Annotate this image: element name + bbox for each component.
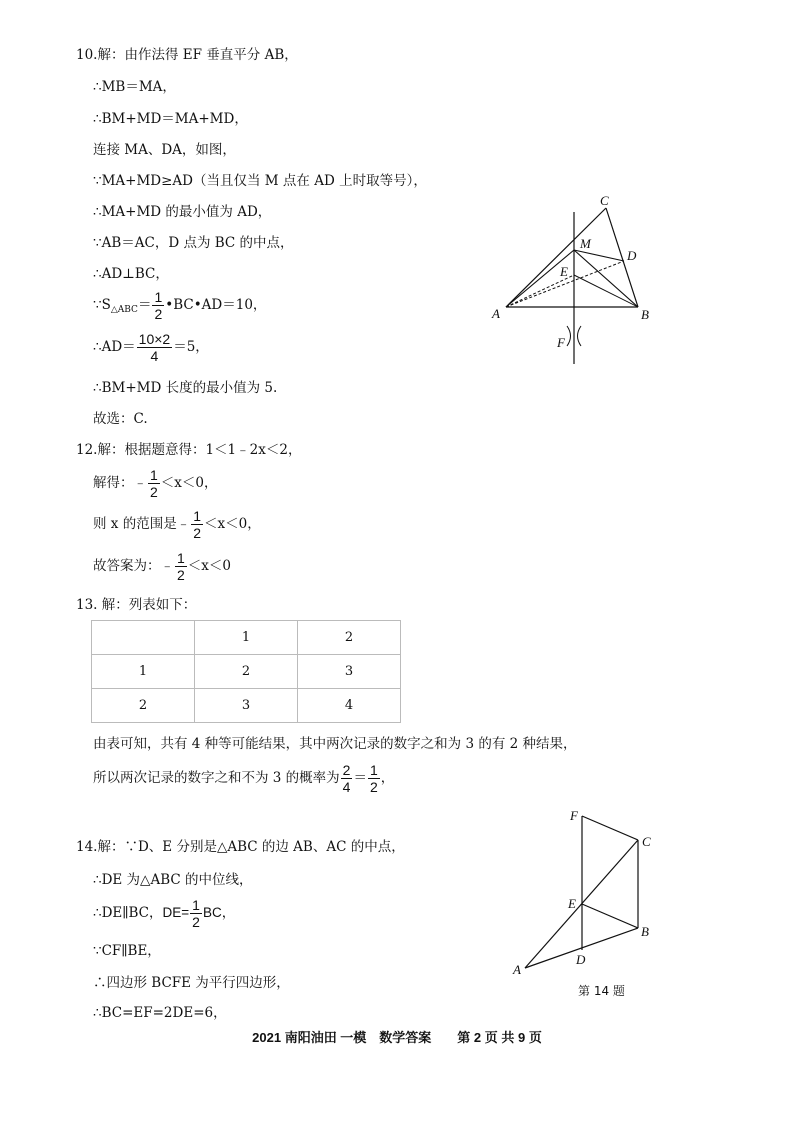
q12-line-4 <box>93 548 231 584</box>
fraction-denominator: 2 <box>192 914 200 930</box>
equals-sign: ＝ <box>137 297 152 313</box>
bc-suffix: BC， <box>202 905 236 920</box>
arc-mark-2 <box>578 326 582 346</box>
fraction-denominator: 4 <box>150 348 159 364</box>
q14-line-3 <box>93 895 235 931</box>
table-cell: 2 <box>195 655 298 689</box>
fraction-denominator: 2 <box>193 525 201 541</box>
label-d: D <box>576 952 586 967</box>
label-a: A <box>513 962 521 977</box>
solution-prefix: 解得：﹣ <box>93 475 147 491</box>
table-row <box>92 689 401 723</box>
range-rest: ＜x＜0， <box>204 516 261 532</box>
equals-sign: ＝ <box>353 770 367 786</box>
fraction-denominator: 2 <box>177 567 185 583</box>
q12-line-3 <box>93 506 261 542</box>
label-b: B <box>641 307 649 322</box>
q13-line-2: 由表可知，共有 4 种等可能结果，其中两次记录的数字之和为 3 的有 2 种结果， <box>93 736 577 752</box>
segment-ac <box>506 208 606 307</box>
label-a: A <box>492 306 500 321</box>
table-cell: 2 <box>298 621 401 655</box>
figure-q10 <box>488 190 668 370</box>
q10-line-1: 10.解：由作法得 EF 垂直平分 AB， <box>76 47 298 63</box>
fraction-numerator: 1 <box>150 467 158 483</box>
fraction-half <box>368 763 380 794</box>
q10-line-11: ∴BM+MD 长度的最小值为 5. <box>93 380 278 396</box>
label-c: C <box>600 193 609 208</box>
fraction-numerator: 1 <box>193 508 201 524</box>
q12-line-2 <box>93 465 218 501</box>
table-cell: 3 <box>195 689 298 723</box>
fraction-numerator: 1 <box>369 762 378 778</box>
area-subscript: △ABC <box>110 305 138 315</box>
fraction-half <box>191 509 203 540</box>
probability-suffix: ， <box>380 770 395 786</box>
answer-prefix: 故答案为：﹣ <box>93 558 174 574</box>
q13-line-3 <box>93 759 394 797</box>
table-cell <box>92 621 195 655</box>
ad-result: ＝5， <box>173 339 209 355</box>
q14-line-5: ∴四边形 BCFE 为平行四边形， <box>93 975 290 991</box>
q14-line-1: 14.解：∵D、E 分别是△ABC 的边 AB、AC 的中点， <box>76 839 405 855</box>
segment-ae-dashed <box>506 275 574 307</box>
q10-line-2: ∴MB＝MA， <box>93 79 176 95</box>
table-cell: 1 <box>92 655 195 689</box>
q10-line-6: ∴MA+MD 的最小值为 AD， <box>93 204 272 220</box>
table-cell: 3 <box>298 655 401 689</box>
label-m: M <box>580 236 591 251</box>
table-cell: 4 <box>298 689 401 723</box>
table-row <box>92 655 401 689</box>
q14-line-4: ∵CF∥BE， <box>93 943 161 959</box>
sum-table <box>91 620 401 723</box>
page-footer: 2021 南阳油田 一模 数学答案 第 2 页 共 9 页 <box>252 1030 542 1045</box>
fraction-half <box>175 551 187 582</box>
fraction-numerator: 10×2 <box>138 331 171 347</box>
fraction-numerator: 1 <box>192 897 200 913</box>
fraction-half <box>190 898 202 929</box>
fraction-numerator: 1 <box>154 289 163 305</box>
area-formula-rest: •BC•AD＝10， <box>165 297 267 313</box>
fraction-numerator: 2 <box>342 762 351 778</box>
q13-line-1: 13. 解：列表如下： <box>76 597 197 613</box>
label-f: F <box>570 808 578 823</box>
solution-rest: ＜x＜0， <box>160 475 218 491</box>
label-d: D <box>627 248 637 263</box>
segment-eb <box>582 904 638 928</box>
fraction-half <box>148 468 160 499</box>
label-f: F <box>557 335 565 350</box>
segment-md <box>574 250 624 261</box>
segment-fc <box>582 816 638 840</box>
q10-line-3: ∴BM+MD＝MA+MD， <box>93 111 248 127</box>
fraction-two-fourths <box>341 763 353 794</box>
range-prefix: 则 x 的范围是﹣ <box>93 516 191 532</box>
q10-line-9 <box>93 288 266 327</box>
label-e: E <box>560 264 568 279</box>
q14-line-6: ∴BC=EF=2DE=6， <box>93 1005 227 1021</box>
q10-line-12: 故选：C. <box>93 411 148 427</box>
table-cell: 1 <box>195 621 298 655</box>
de-equals: DE= <box>162 905 190 920</box>
segment-eb <box>574 275 638 307</box>
fraction-denominator: 2 <box>154 306 163 322</box>
fraction-ad <box>137 332 173 363</box>
label-e: E <box>568 896 576 911</box>
q10-line-5: ∵MA+MD≥AD（当且仅当 M 点在 AD 上时取等号）， <box>93 173 427 189</box>
label-c: C <box>642 834 651 849</box>
table-row <box>92 621 401 655</box>
ad-prefix: ∴AD＝ <box>93 339 136 355</box>
fraction-half <box>152 290 164 321</box>
q10-line-7: ∵AB＝AC，D 点为 BC 的中点， <box>93 235 294 251</box>
arc-mark-1 <box>567 326 571 346</box>
area-symbol: ∵S <box>93 297 111 313</box>
table-cell: 2 <box>92 689 195 723</box>
q10-line-8: ∴AD⊥BC， <box>93 266 169 282</box>
answer-rest: ＜x＜0 <box>187 558 231 574</box>
q10-line-4: 连接 MA、DA，如图， <box>93 142 236 158</box>
q14-line-2: ∴DE 为△ABC 的中位线， <box>93 872 253 888</box>
probability-prefix: 所以两次记录的数字之和不为 3 的概率为 <box>93 770 340 786</box>
label-b: B <box>641 924 649 939</box>
parallel-statement: ∴DE∥BC， <box>93 905 163 921</box>
fraction-denominator: 2 <box>369 779 378 795</box>
fraction-numerator: 1 <box>177 550 185 566</box>
fraction-denominator: 4 <box>342 779 351 795</box>
q12-line-1: 12.解：根据题意得：1＜1﹣2x＜2， <box>76 442 302 458</box>
figure-q14 <box>505 802 675 1002</box>
q10-line-10 <box>93 329 209 365</box>
fraction-denominator: 2 <box>150 484 158 500</box>
figure-caption: 第 14 题 <box>578 984 625 998</box>
